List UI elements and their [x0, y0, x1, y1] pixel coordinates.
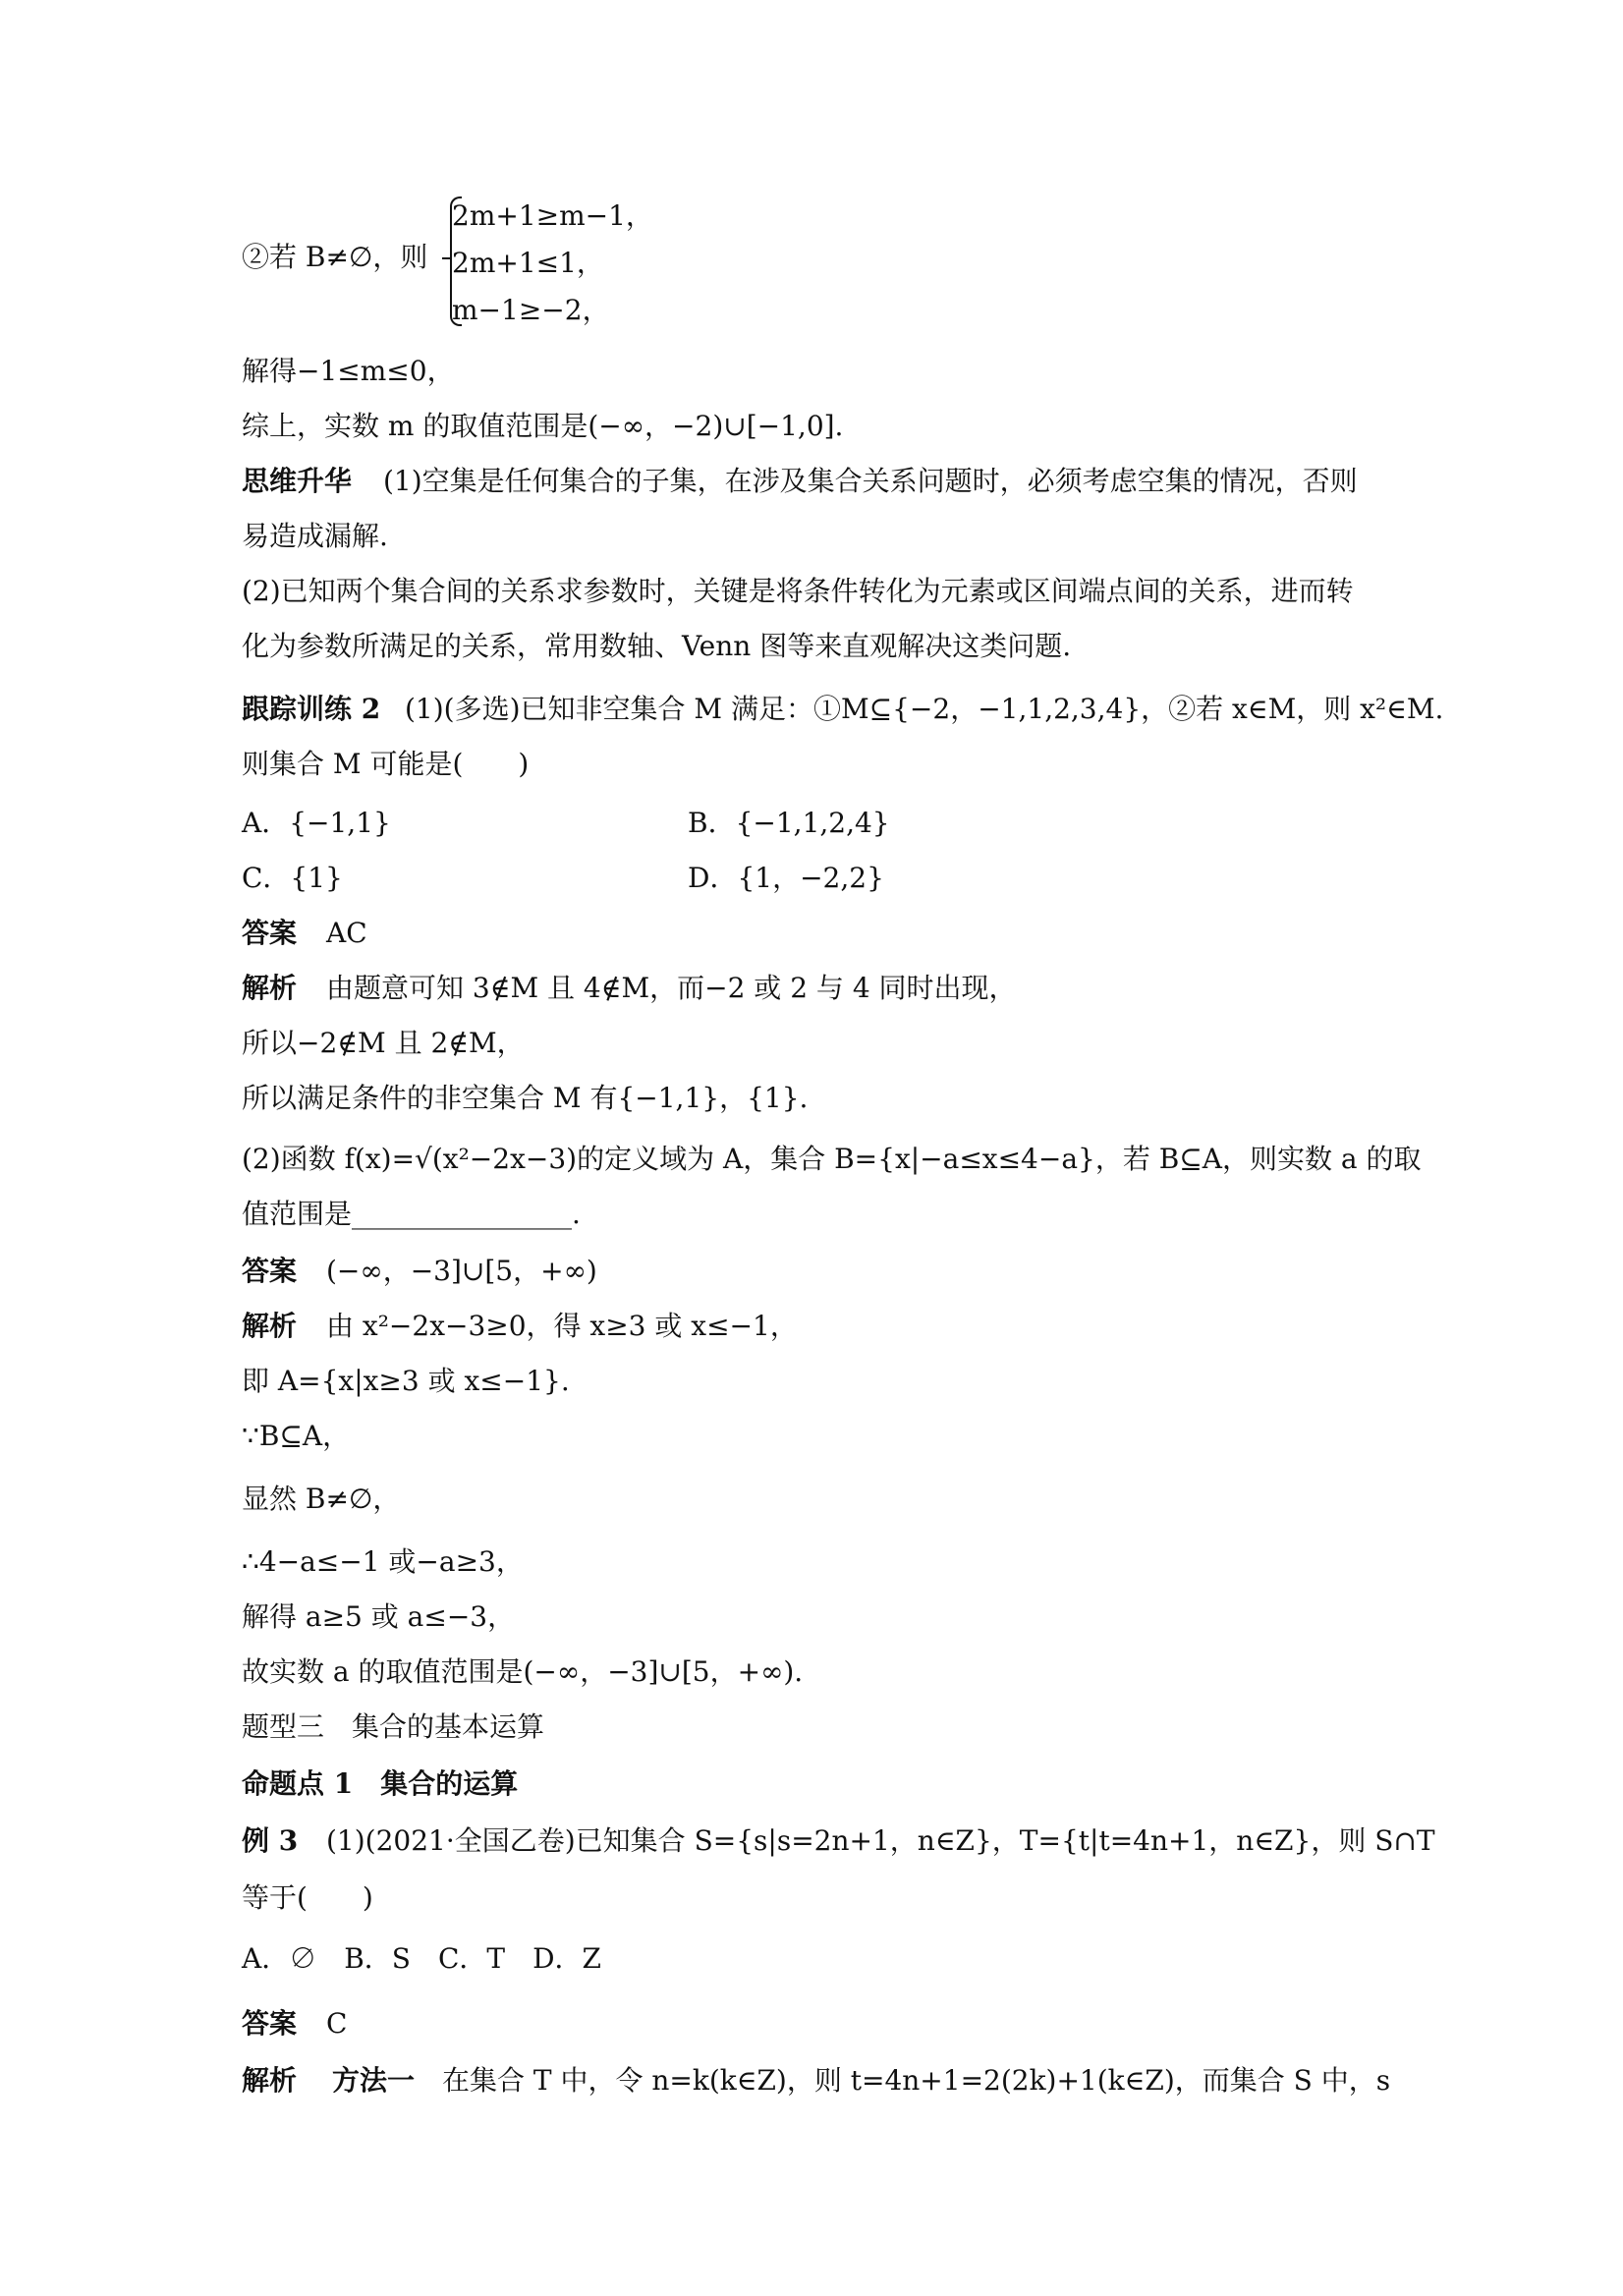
text-line: ∵B⊆A， — [242, 1420, 351, 1452]
explanation-label: 解析 — [242, 972, 298, 1004]
text-line: 由 x²−2x−3≥0，得 x≥3 或 x≤−1， — [326, 1310, 798, 1342]
text-line: (1)(2021·全国乙卷)已知集合 S={s|s=2n+1，n∈Z}，T={t|t=4n+1，n∈Z}，则 S∩T — [326, 1824, 1435, 1857]
text-line: 综上，实数 m 的取值范围是(−∞，−2)∪[−1,0]. — [242, 410, 844, 442]
text-line: 显然 B≠∅， — [242, 1483, 401, 1515]
text-line: 由题意可知 3∉M 且 4∉M，而−2 或 2 与 4 同时出现， — [326, 972, 1017, 1004]
text-line: (2)已知两个集合间的关系求参数时，关键是将条件转化为元素或区间端点间的关系，进而转 — [242, 575, 1354, 607]
text-line: 解得 a≥5 或 a≤−3， — [242, 1600, 516, 1633]
system-line-2: 2m+1≤1， — [452, 247, 604, 279]
text-line: ∴4−a≤−1 或−a≥3， — [242, 1545, 524, 1578]
explanation-label: 解析 — [242, 2064, 298, 2097]
answer-text: C — [326, 2007, 348, 2040]
text-line: (1)空集是任何集合的子集，在涉及集合关系问题时，必须考虑空集的情况，否则 — [383, 465, 1358, 497]
system-line-3: m−1≥−2， — [452, 294, 610, 326]
answer-label: 答案 — [242, 1255, 298, 1287]
option-c: C．{1} — [242, 862, 343, 894]
text-line: 所以−2∉M 且 2∉M， — [242, 1027, 525, 1059]
text-line: (2)函数 f(x)=√(x²−2x−3)的定义域为 A，集合 B={x|−a≤x≤4−a}，若 B⊆A，则实数 a 的取 — [242, 1143, 1422, 1175]
answer-text: (−∞，−3]∪[5，+∞) — [326, 1255, 597, 1287]
text-line: 所以满足条件的非空集合 M 有{−1,1}，{1}. — [242, 1082, 809, 1114]
text-line: 即 A={x|x≥3 或 x≤−1}. — [242, 1365, 570, 1397]
text-line: 等于( ) — [242, 1881, 373, 1914]
option-b: B．{−1,1,2,4} — [688, 807, 890, 839]
answer-text: AC — [326, 917, 367, 949]
text-line: 在集合 T 中，令 n=k(k∈Z)，则 t=4n+1=2(2k)+1(k∈Z)，而集合 S 中，s — [442, 2064, 1391, 2097]
brace-tip — [442, 257, 452, 259]
text-line: (1)(多选)已知非空集合 M 满足：①M⊆{−2，−1,1,2,3,4}，②若 x∈M，则 x²∈M. — [405, 693, 1444, 725]
section-label: 思维升华 — [242, 465, 353, 497]
text-line: 易造成漏解. — [242, 520, 388, 552]
text-line: 则集合 M 可能是( ) — [242, 748, 530, 780]
condition-text: ②若 B≠∅，则 — [242, 241, 428, 273]
method-label: 方法一 — [332, 2064, 416, 2097]
text-line: 解得−1≤m≤0， — [242, 355, 455, 387]
section-heading: 题型三 集合的基本运算 — [242, 1710, 545, 1743]
subsection-heading: 命题点 1 集合的运算 — [242, 1767, 519, 1800]
options-line: A．∅ B．S C．T D．Z — [242, 1942, 601, 1975]
option-a: A．{−1,1} — [242, 807, 391, 839]
text-line: 化为参数所满足的关系，常用数轴、Venn 图等来直观解决这类问题. — [242, 630, 1072, 662]
answer-label: 答案 — [242, 917, 298, 949]
example-label: 例 3 — [242, 1824, 299, 1857]
section-label: 跟踪训练 2 — [242, 693, 381, 725]
system-line-1: 2m+1≥m−1， — [452, 199, 653, 232]
answer-label: 答案 — [242, 2007, 298, 2040]
explanation-label: 解析 — [242, 1310, 298, 1342]
option-d: D．{1，−2,2} — [688, 862, 884, 894]
text-line: 故实数 a 的取值范围是(−∞，−3]∪[5，+∞). — [242, 1655, 804, 1688]
text-line: 值范围是________________. — [242, 1198, 581, 1230]
